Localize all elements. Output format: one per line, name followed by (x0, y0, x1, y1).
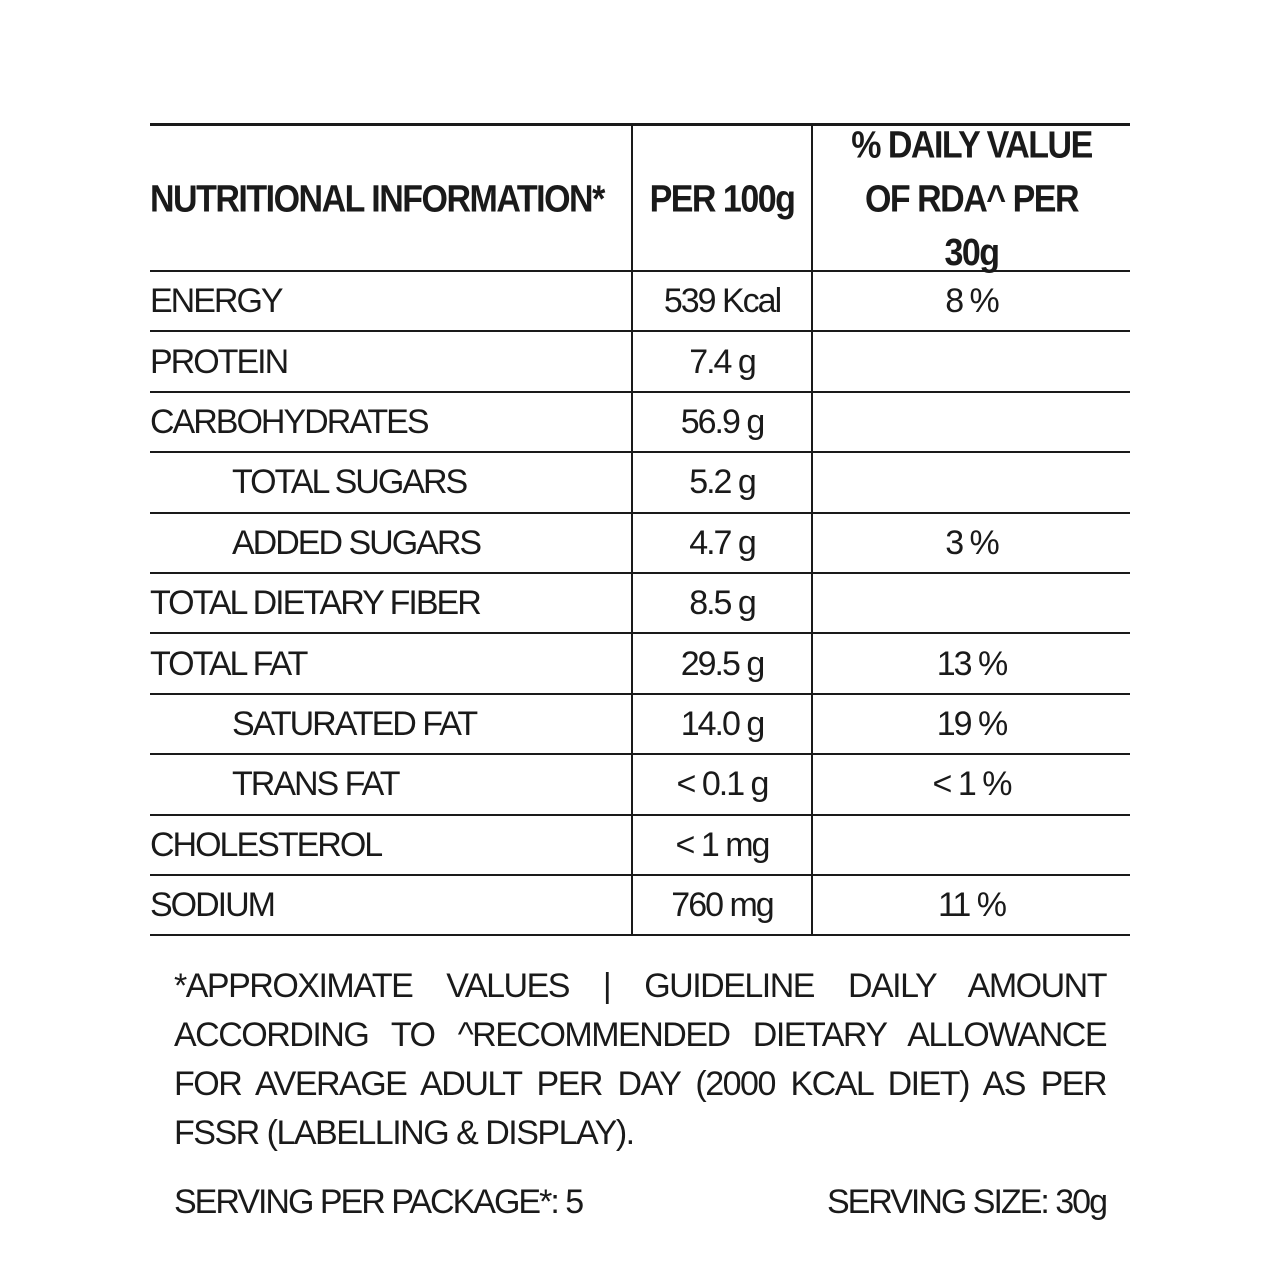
table-row (150, 633, 1130, 693)
table-row (150, 815, 1130, 875)
nutrient-daily-value: 3 % (812, 513, 1130, 573)
nutrient-daily-value (812, 392, 1130, 452)
nutrient-daily-value: 13 % (812, 633, 1130, 693)
nutrient-per-100g: 7.4 g (632, 331, 812, 391)
nutrient-name: ADDED SUGARS (232, 523, 481, 562)
nutrient-daily-value: 11 % (812, 875, 1130, 935)
header-daily-value (812, 116, 1130, 280)
table-row (150, 392, 1130, 452)
nutrient-per-100g: < 0.1 g (632, 754, 812, 814)
nutrient-name: CHOLESTEROL (150, 825, 382, 864)
nutrient-per-100g: 4.7 g (632, 513, 812, 573)
nutrient-per-100g: < 1 mg (632, 815, 812, 875)
nutrient-daily-value: < 1 % (812, 754, 1130, 814)
table-header-row (150, 125, 1130, 272)
nutrient-name: CARBOHYDRATES (150, 402, 428, 441)
nutrient-daily-value (812, 815, 1130, 875)
nutrient-daily-value (812, 331, 1130, 391)
header-per-100g: PER 100g (632, 116, 812, 280)
header-daily-value-text: % DAILY VALUE OF RDA^ PER 30g (851, 122, 1092, 274)
table-row (150, 573, 1130, 633)
table-row (150, 694, 1130, 754)
nutrient-name: TRANS FAT (232, 765, 399, 804)
nutrient-name: TOTAL SUGARS (232, 463, 467, 502)
table-row (150, 754, 1130, 814)
nutrient-per-100g: 8.5 g (632, 573, 812, 633)
table-row (150, 513, 1130, 573)
nutrient-per-100g: 29.5 g (632, 633, 812, 693)
nutrient-per-100g: 14.0 g (632, 694, 812, 754)
nutrient-daily-value: 19 % (812, 694, 1130, 754)
nutrient-daily-value (812, 573, 1130, 633)
nutrient-per-100g: 760 mg (632, 875, 812, 935)
serving-info (150, 1180, 1130, 1224)
serving-size: SERVING SIZE: 30g (826, 1183, 1106, 1222)
nutrient-name: SATURATED FAT (232, 704, 477, 743)
nutrient-name: TOTAL FAT (150, 644, 307, 683)
nutrient-per-100g: 5.2 g (632, 452, 812, 512)
nutrient-daily-value: 8 % (812, 271, 1130, 331)
nutrition-table (150, 123, 1130, 936)
serving-per-package: SERVING PER PACKAGE*: 5 (174, 1183, 583, 1222)
header-nutritional-information: NUTRITIONAL INFORMATION* (150, 176, 604, 220)
nutrient-name: TOTAL DIETARY FIBER (150, 584, 480, 623)
nutrient-daily-value (812, 452, 1130, 512)
table-row (150, 875, 1130, 935)
nutrient-name: PROTEIN (150, 342, 288, 381)
nutrient-per-100g: 56.9 g (632, 392, 812, 452)
nutrient-name: SODIUM (150, 886, 274, 925)
nutrition-label (150, 123, 1130, 1224)
table-row (150, 452, 1130, 512)
nutrient-name: ENERGY (150, 282, 282, 321)
footnote: *APPROXIMATE VALUES | GUIDELINE DAILY AMOUNT ACCORDING TO ^RECOMMENDED DIETARY ALLOWANCE FOR AVERAGE ADULT PER DAY (2000 KCAL DIET) AS PER FSSR (LABELLING & DISPLAY). (174, 967, 1106, 1153)
table-row (150, 331, 1130, 391)
nutrient-per-100g: 539 Kcal (632, 271, 812, 331)
